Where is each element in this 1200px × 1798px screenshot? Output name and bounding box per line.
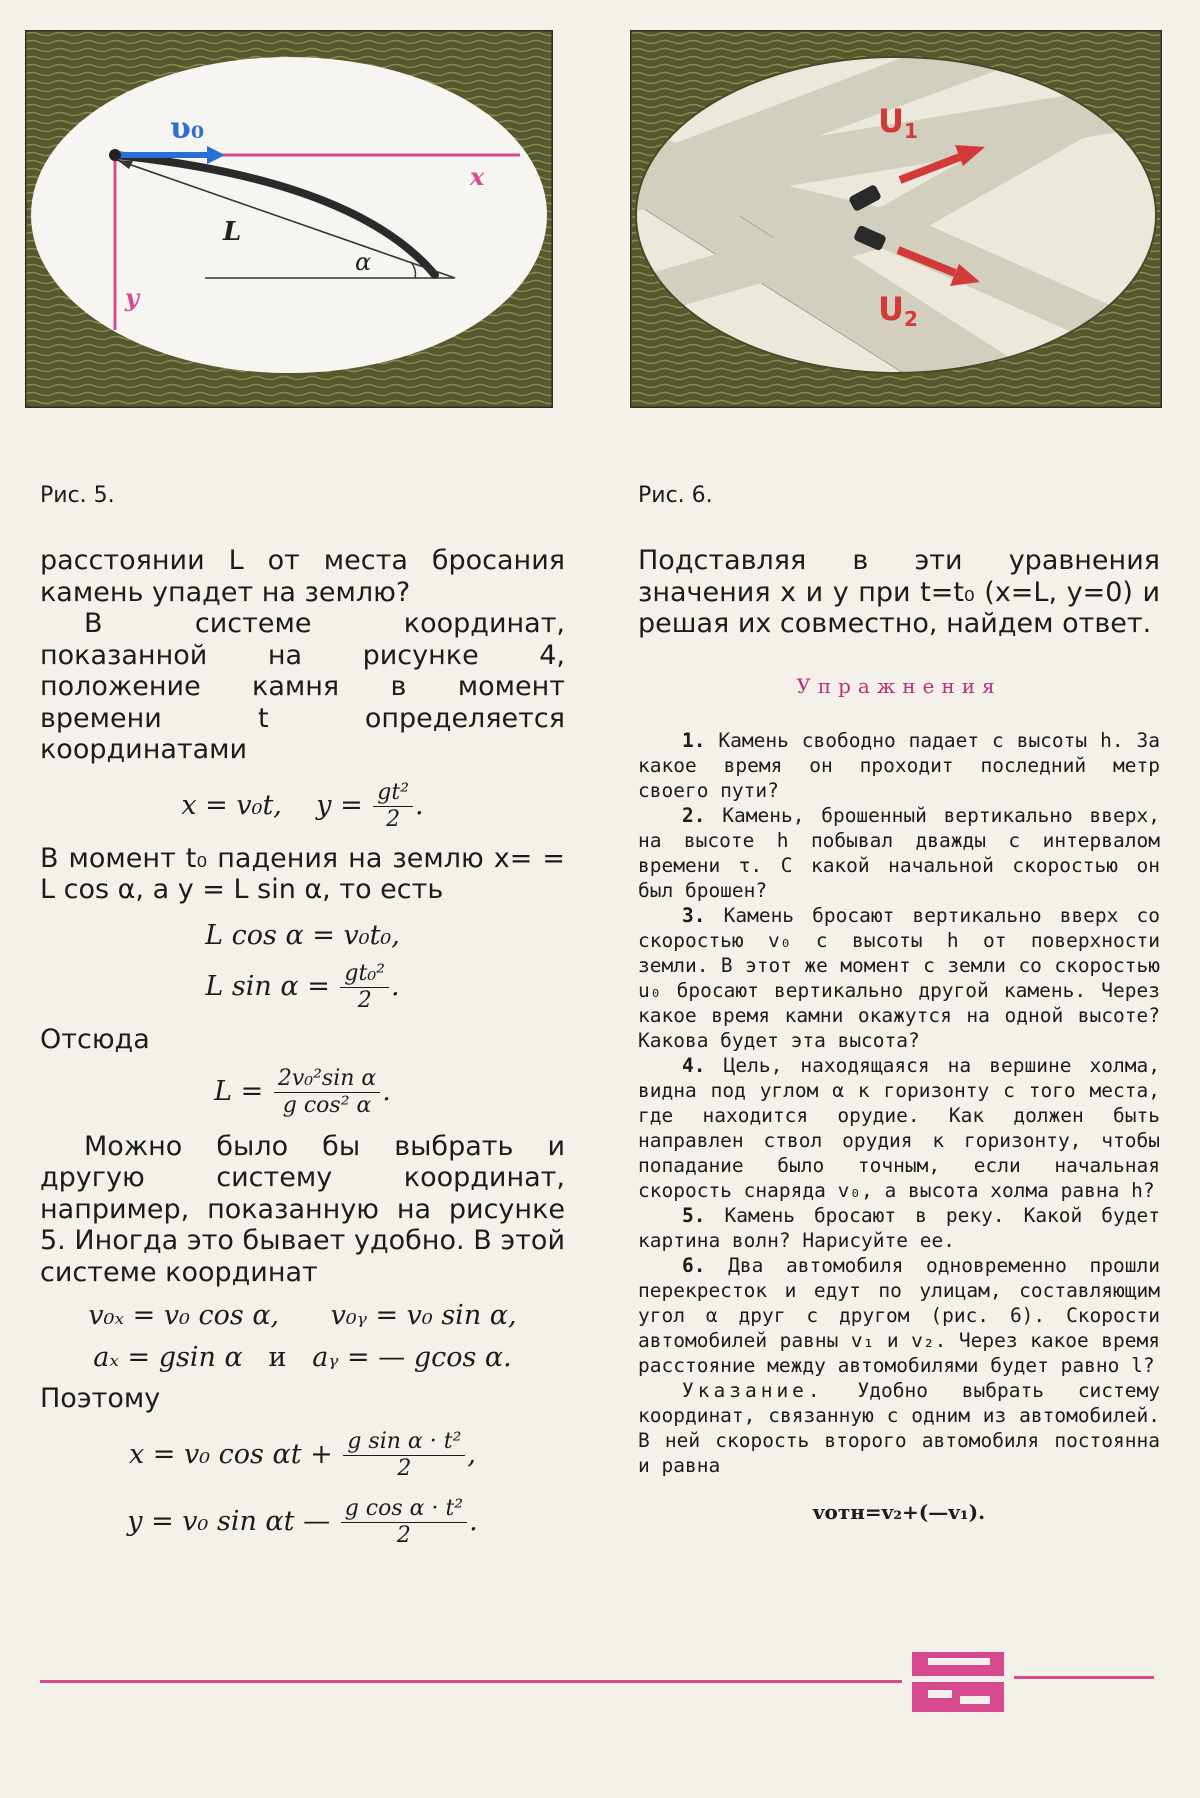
exercise-hint bbox=[638, 1378, 1160, 1478]
exercise-text: Камень бросают вертикально вверх со скоростью v₀ с высоты h от поверхности земли. В этот же момент с земли со скоростью u₀ бросают вертикально другой камень. Через какое время камни окажутся на одной высоте? Какова будет эта высота? bbox=[638, 903, 1160, 1052]
fraction-denominator: 2 bbox=[386, 806, 401, 832]
exercise-number: 6. bbox=[682, 1253, 706, 1277]
left-paragraph-2: В системе координат, показанной на рисунке 4, положение камня в момент времени t определяется координатами bbox=[40, 608, 565, 765]
exercise-5 bbox=[638, 1203, 1160, 1253]
exercise-number: 2. bbox=[682, 803, 706, 827]
formula-y-final-fraction bbox=[341, 1496, 467, 1549]
formula-L-fraction bbox=[274, 1066, 380, 1119]
fraction-numerator: 2v₀²sin α bbox=[274, 1066, 380, 1093]
fraction-numerator: g sin α · t² bbox=[343, 1429, 465, 1456]
figure-6-caption: Рис. 6. bbox=[638, 483, 713, 508]
fraction-denominator: g cos² α bbox=[282, 1092, 372, 1118]
alpha-label: α bbox=[355, 248, 372, 276]
exercise-3 bbox=[638, 903, 1160, 1053]
fraction-numerator: gt² bbox=[373, 780, 413, 807]
fraction-denominator: 2 bbox=[396, 1522, 411, 1548]
figure-5-caption: Рис. 5. bbox=[40, 483, 115, 508]
poetomu-label: Поэтому bbox=[40, 1383, 161, 1414]
page-emblem bbox=[912, 1652, 1004, 1712]
formula-coordinates: x = v₀t, y = $\frac{\text{gt²}}{2}$ . bbox=[181, 779, 424, 832]
hint-label: Указание. bbox=[682, 1378, 824, 1402]
u2-sub: 2 bbox=[903, 307, 918, 331]
exercise-number: 5. bbox=[682, 1203, 706, 1227]
formula-v0x: v₀ₓ = v₀ cos α, bbox=[88, 1300, 280, 1331]
exercise-6 bbox=[638, 1253, 1160, 1378]
formula-lsin-fraction bbox=[340, 961, 389, 1014]
left-column bbox=[40, 545, 565, 1559]
hint-formula: vотн=v₂+(—v₁). bbox=[812, 1499, 986, 1524]
exercise-text: Камень, брошенный вертикально вверх, на высоте h побывал дважды с интервалом времени τ. С какой начальной скоростью он был брошен? bbox=[638, 803, 1160, 902]
hint-text: Удобно выбрать систему координат, связанную с одним из автомобилей. В ней скорость второго автомобиля постоянна и равна bbox=[638, 1378, 1160, 1477]
left-paragraph-1: расстоянии L от места бросания камень упадет на землю? bbox=[40, 545, 565, 608]
exercises-heading: Упражнения bbox=[796, 673, 1002, 698]
exercise-text: Камень свободно падает с высоты h. За какое время он проходит последний метр своего пути? bbox=[638, 728, 1160, 802]
formula-L-lhs: L = bbox=[214, 1075, 264, 1107]
figure-6 bbox=[630, 30, 1162, 408]
v0-label: υ₀ bbox=[170, 111, 204, 146]
x-axis-label: x bbox=[470, 162, 485, 191]
L-label: L bbox=[223, 217, 242, 247]
fraction-numerator: g cos α · t² bbox=[341, 1496, 467, 1523]
formula-v0y: v₀ᵧ = v₀ sin α, bbox=[330, 1300, 517, 1331]
exercise-number: 4. bbox=[682, 1053, 706, 1077]
formula-x-final: x = v₀ cos αt + $\frac{\text{g sin α · t²}}{2}$ , bbox=[128, 1428, 477, 1481]
footer-line-right bbox=[1014, 1676, 1154, 1679]
exercise-text: Камень бросают в реку. Какой будет картина волн? Нарисуйте ее. bbox=[638, 1203, 1160, 1252]
formula-velocity-components bbox=[40, 1300, 565, 1332]
formula-ay: aᵧ = — gcos α. bbox=[312, 1341, 512, 1373]
exercise-4 bbox=[638, 1053, 1160, 1203]
formula-and: и bbox=[268, 1341, 287, 1373]
exercise-1 bbox=[638, 728, 1160, 803]
formula-acceleration-components bbox=[40, 1342, 565, 1374]
formula-lcos: L cos α = v₀t₀, bbox=[205, 919, 400, 951]
formula-x-final-lhs: x = v₀ cos αt + bbox=[128, 1438, 333, 1470]
formula-ax: aₓ = gsin α bbox=[93, 1341, 243, 1373]
left-paragraph-3: В момент t₀ падения на землю x= = L cos α, а y = L sin α, то есть bbox=[40, 842, 565, 905]
formula-x-final-fraction bbox=[343, 1429, 465, 1482]
formula-y-fraction bbox=[373, 780, 413, 833]
fraction-denominator: 2 bbox=[357, 988, 372, 1013]
u2-letter: U bbox=[878, 290, 904, 328]
left-paragraph-4: Можно было бы выбрать и другую систему координат, например, показанную на рисунке 5. Иногда это бывает удобно. В этой системе координат bbox=[40, 1130, 565, 1288]
formula-lsin: L sin α = $\frac{\text{gt₀²}}{2}$ . bbox=[205, 961, 400, 1013]
figure-5 bbox=[25, 30, 553, 408]
exercise-number: 1. bbox=[682, 728, 706, 752]
formula-x: x = v₀t, bbox=[181, 789, 282, 821]
fraction-numerator: gt₀² bbox=[340, 961, 389, 988]
right-column bbox=[638, 545, 1160, 1525]
formula-L: L = $\frac{\text{2v₀²sin α}}{\text{g cos² α}}$ . bbox=[214, 1065, 391, 1118]
right-paragraph-1: Подставляя в эти уравнения значения x и y при t=t₀ (x=L, y=0) и решая их совместно, найдем ответ. bbox=[638, 545, 1160, 639]
footer-line-left bbox=[40, 1680, 902, 1683]
fraction-denominator: 2 bbox=[397, 1455, 412, 1481]
exercise-2 bbox=[638, 803, 1160, 903]
u1-letter: U bbox=[878, 102, 904, 140]
formula-y-lhs: y = bbox=[316, 789, 363, 821]
exercise-text: Цель, находящаяся на вершине холма, видна под углом α к горизонту с того места, где находится орудие. Как должен быть направлен ствол орудия к горизонту, чтобы попадание было точным, если начальная скорость снаряда v₀, а высота холма равна h? bbox=[638, 1053, 1160, 1202]
exercise-text: Два автомобиля одновременно прошли перекресток и едут по улицам, составляющим угол α друг с другом (рис. 6). Скорости автомобилей равны v₁ и v₂. Через какое время расстояние между автомобилями будет равно l? bbox=[638, 1253, 1160, 1377]
formula-y-final-lhs: y = v₀ sin αt — bbox=[127, 1505, 331, 1537]
exercise-number: 3. bbox=[682, 903, 706, 927]
u1-sub: 1 bbox=[903, 119, 918, 143]
formula-y-final: y = v₀ sin αt — $\frac{\text{g cos α · t²}}{2}$ . bbox=[127, 1495, 478, 1548]
formula-lsin-lhs: L sin α = bbox=[205, 971, 330, 1002]
y-axis-label: y bbox=[125, 283, 139, 312]
exercises-list bbox=[638, 728, 1160, 1525]
otsyuda-label: Отсюда bbox=[40, 1024, 150, 1055]
